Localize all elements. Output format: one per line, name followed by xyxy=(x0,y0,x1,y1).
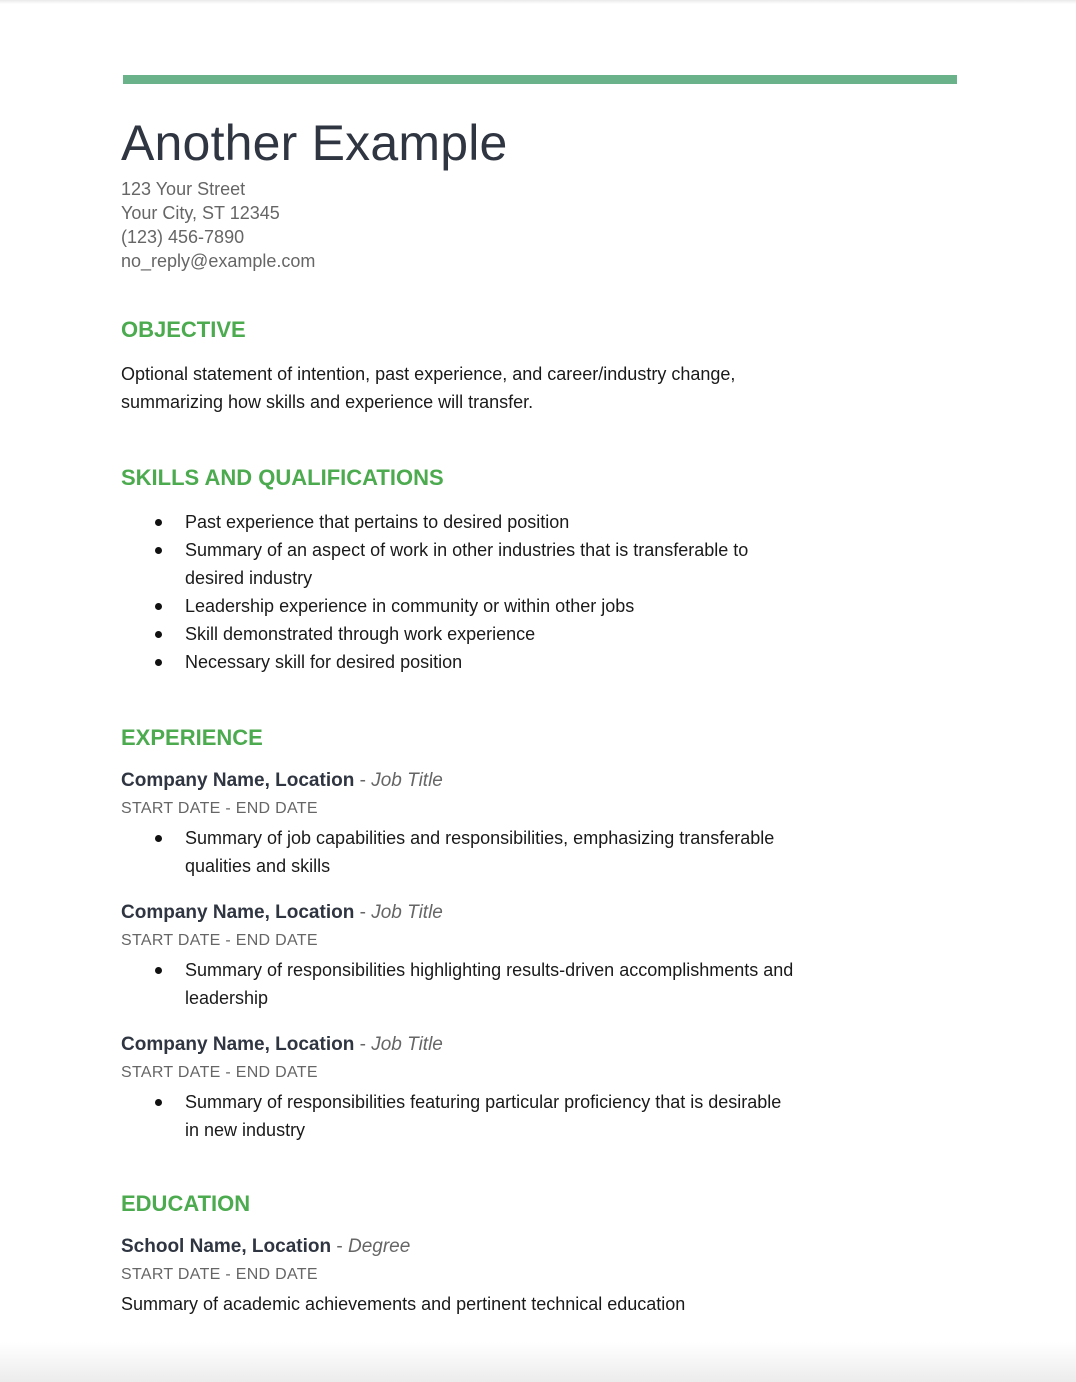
experience-heading: EXPERIENCE xyxy=(121,725,263,750)
resume-name: Another Example xyxy=(121,115,508,171)
list-item xyxy=(121,536,795,592)
job-title-line xyxy=(121,1032,961,1058)
objective-text: Optional statement of intention, past experience, and career/industry change, summarizing how skills and experience will transfer. xyxy=(121,364,736,412)
list-item xyxy=(121,956,795,1012)
list-item xyxy=(121,508,795,536)
title-separator: - xyxy=(331,1236,348,1257)
contact-block xyxy=(121,177,961,273)
list-item xyxy=(121,620,795,648)
job-entry xyxy=(121,900,961,1012)
skills-list xyxy=(121,508,961,676)
job-bullets xyxy=(121,824,961,880)
job-dates: START DATE - END DATE xyxy=(121,932,318,949)
job-title: Job Title xyxy=(371,1034,443,1055)
title-separator: - xyxy=(354,770,372,791)
education-entry xyxy=(121,1234,961,1318)
education-summary: Summary of academic achievements and pertinent technical education xyxy=(121,1294,686,1314)
job-dates: START DATE - END DATE xyxy=(121,800,318,817)
page-top-edge xyxy=(0,0,1076,4)
job-bullets xyxy=(121,1088,961,1144)
skill-text: Summary of an aspect of work in other industries that is transferable to desired industry xyxy=(185,540,749,588)
education-dates: START DATE - END DATE xyxy=(121,1266,318,1283)
education-heading: EDUCATION xyxy=(121,1191,251,1216)
job-title-line xyxy=(121,768,961,794)
skill-text: Leadership experience in community or within other jobs xyxy=(185,596,635,616)
list-item xyxy=(121,648,795,676)
bullet-icon xyxy=(155,603,162,610)
job-title: Job Title xyxy=(371,902,443,923)
title-separator: - xyxy=(354,1034,372,1055)
list-item xyxy=(121,592,795,620)
resume-document xyxy=(121,110,961,1318)
accent-bar xyxy=(123,75,957,84)
bullet-icon xyxy=(155,547,162,554)
job-title-line xyxy=(121,900,961,926)
skill-text: Skill demonstrated through work experience xyxy=(185,624,536,644)
job-summary: Summary of job capabilities and responsibilities, emphasizing transferable qualities and skills xyxy=(185,828,775,876)
company-location: Company Name, Location xyxy=(121,1034,355,1055)
page-bottom-edge xyxy=(0,1342,1076,1382)
job-dates: START DATE - END DATE xyxy=(121,1064,318,1081)
address-line-2: Your City, ST 12345 xyxy=(121,203,280,223)
school-title-line xyxy=(121,1234,961,1260)
email-address: no_reply@example.com xyxy=(121,251,316,271)
job-entry xyxy=(121,1032,961,1144)
company-location: Company Name, Location xyxy=(121,902,355,923)
title-separator: - xyxy=(354,902,372,923)
skill-text: Necessary skill for desired position xyxy=(185,652,463,672)
objective-heading: OBJECTIVE xyxy=(121,317,246,342)
phone-number: (123) 456-7890 xyxy=(121,227,245,247)
job-summary: Summary of responsibilities featuring particular proficiency that is desirable in new industry xyxy=(185,1092,782,1140)
job-title: Job Title xyxy=(371,770,443,791)
degree: Degree xyxy=(347,1236,411,1257)
bullet-icon xyxy=(155,835,162,842)
job-entry xyxy=(121,768,961,880)
list-item xyxy=(121,1088,795,1144)
bullet-icon xyxy=(155,631,162,638)
address-line-1: 123 Your Street xyxy=(121,179,246,199)
school-location: School Name, Location xyxy=(121,1236,332,1257)
company-location: Company Name, Location xyxy=(121,770,355,791)
bullet-icon xyxy=(155,967,162,974)
bullet-icon xyxy=(155,659,162,666)
bullet-icon xyxy=(155,519,162,526)
job-bullets xyxy=(121,956,961,1012)
skills-heading: SKILLS AND QUALIFICATIONS xyxy=(121,465,444,490)
list-item xyxy=(121,824,795,880)
skill-text: Past experience that pertains to desired position xyxy=(185,512,570,532)
job-summary: Summary of responsibilities highlighting results-driven accomplishments and leadership xyxy=(185,960,794,1008)
bullet-icon xyxy=(155,1099,162,1106)
